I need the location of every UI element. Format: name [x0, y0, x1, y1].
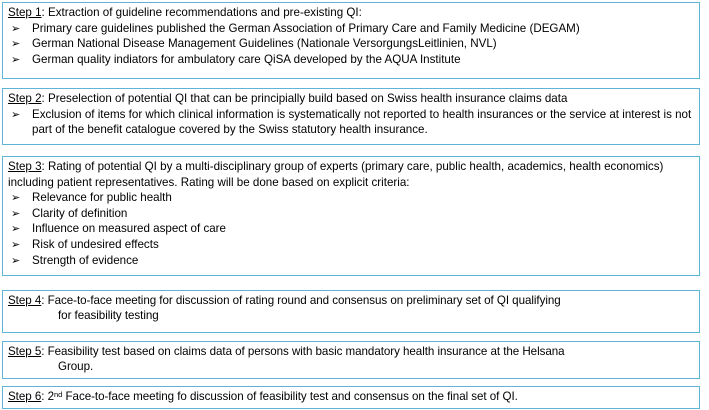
step-box-6: [2, 386, 700, 409]
arrow-bullet-icon: ➢: [11, 21, 21, 35]
list-item: [8, 237, 695, 253]
step-box-1: [2, 2, 700, 79]
list-item-label: Strength of evidence: [32, 253, 139, 267]
step-4-continuation: for feasibility testing: [58, 309, 159, 323]
step-6-heading: [8, 389, 695, 404]
arrow-bullet-icon: ➢: [11, 222, 21, 236]
step-2-bullet-list: [8, 107, 695, 138]
step-4-colon: :: [41, 294, 45, 307]
step-3-label: Step 3: [8, 160, 42, 173]
list-item: [8, 221, 695, 237]
step-5-heading-text: Feasibility test based on claims data of persons with basic mandatory health insurance at the Helsana: [44, 345, 565, 358]
step-6-colon: :: [41, 390, 45, 403]
step-4-heading-text: Face-to-face meeting for discussion of rating round and consensus on preliminary set of QI qualifying: [44, 294, 561, 307]
step-3-heading-text: Rating of potential QI by a multi-disciplinary group of experts (primary care, public health, academics, health economics) including patient representatives. Rating will be done based on explicit criteria:: [8, 160, 664, 189]
list-item: [8, 190, 695, 206]
arrow-bullet-icon: ➢: [11, 52, 21, 66]
list-item: [8, 107, 695, 138]
step-2-heading-text: Preselection of potential QI that can be principially build based on Swiss health insurance claims data: [44, 92, 568, 105]
step-box-2: [2, 88, 700, 145]
arrow-bullet-icon: ➢: [11, 206, 21, 220]
arrow-bullet-icon: ➢: [11, 191, 21, 205]
list-item-label: German quality indiators for ambulatory care QiSA developed by the AQUA Institute: [32, 52, 461, 66]
step-box-5: [2, 341, 700, 379]
step-2-label: Step 2: [8, 92, 42, 105]
step-6-heading-prefix: 2: [44, 390, 54, 403]
list-item: [8, 206, 695, 222]
step-3-colon: :: [41, 160, 45, 173]
list-item-label: Influence on measured aspect of care: [32, 222, 226, 236]
step-3-bullet-list: [8, 190, 695, 268]
step-1-bullet-list: [8, 21, 695, 68]
step-box-3: [2, 156, 700, 276]
step-5-continuation: Group.: [58, 360, 94, 374]
arrow-bullet-icon: ➢: [11, 107, 21, 121]
list-item-label: German National Disease Management Guidelines (Nationale VersorgungsLeitlinien, NVL): [32, 37, 497, 51]
list-item-label: Exclusion of items for which clinical information is systematically not reported to health insurances or the service at interest is not part of the benefit catalogue covered by the Swiss statutory health insurance.: [32, 107, 692, 137]
step-2-heading: [8, 91, 695, 107]
list-item: [8, 253, 695, 269]
arrow-bullet-icon: ➢: [11, 237, 21, 251]
list-item-label: Primary care guidelines published the German Association of Primary Care and Family Medicine (DEGAM): [32, 21, 580, 35]
step-6-ordinal-suffix: nd: [53, 389, 63, 399]
list-item: [8, 21, 695, 37]
step-3-heading: [8, 159, 695, 190]
list-item: [8, 36, 695, 52]
arrow-bullet-icon: ➢: [11, 253, 21, 267]
step-6-heading-suffix: Face-to-face meeting fo discussion of feasibility test and consensus on the final set of QI.: [62, 390, 518, 403]
step-1-heading: [8, 5, 695, 21]
step-2-colon: :: [41, 92, 45, 105]
step-5-heading: [8, 344, 695, 359]
step-6-label: Step 6: [8, 390, 42, 403]
step-1-label: Step 1: [8, 6, 42, 19]
step-5-colon: :: [41, 345, 45, 358]
step-4-label: Step 4: [8, 294, 42, 307]
step-4-heading: [8, 293, 695, 308]
list-item-label: Relevance for public health: [32, 191, 172, 205]
step-1-heading-text: Extraction of guideline recommendations and pre-existing QI:: [44, 6, 362, 19]
step-box-4: [2, 290, 700, 333]
step-5-label: Step 5: [8, 345, 42, 358]
arrow-bullet-icon: ➢: [11, 37, 21, 51]
list-item-label: Risk of undesired effects: [32, 237, 159, 251]
list-item: [8, 52, 695, 68]
step-1-colon: :: [41, 6, 45, 19]
list-item-label: Clarity of definition: [32, 206, 128, 220]
